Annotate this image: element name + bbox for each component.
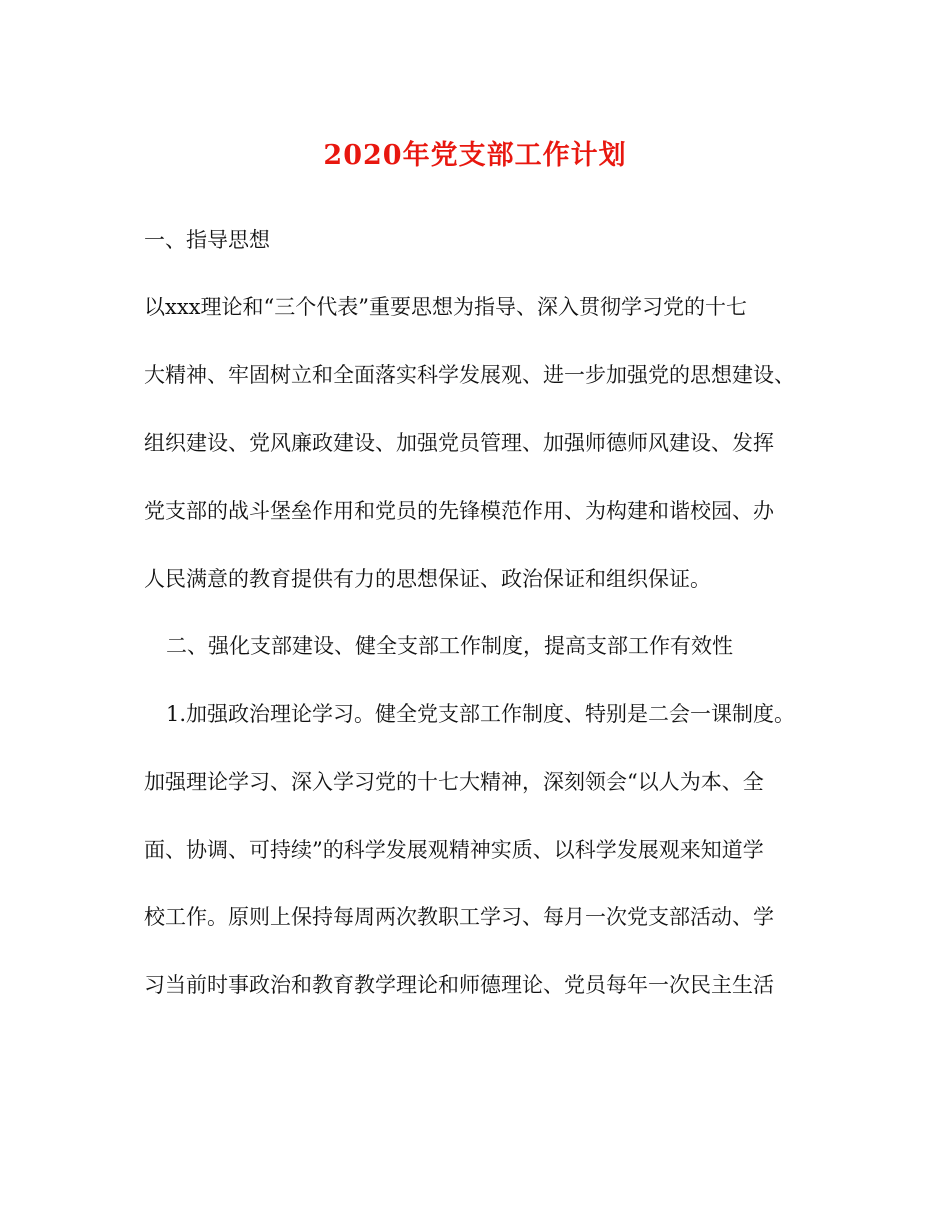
paragraph-line: 加强理论学习、深入学习党的十七大精神，深刻领会“以人为本、全 [144, 770, 764, 794]
paragraph-line: 大精神、牢固树立和全面落实科学发展观、进一步加强党的思想建设、 [144, 363, 795, 387]
paragraph-line: 习当前时事政治和教育教学理论和师德理论、党员每年一次民主生活 [144, 973, 774, 997]
section-heading-branch-building: 二、强化支部建设、健全支部工作制度，提高支部工作有效性 [166, 634, 733, 658]
paragraph-line: 1.加强政治理论学习。健全党支部工作制度、特别是二会一课制度。 [166, 702, 796, 726]
document-title: 2020年党支部工作计划 [323, 140, 627, 171]
paragraph-line: 组织建设、党风廉政建设、加强党员管理、加强师德师风建设、发挥 [144, 431, 774, 455]
paragraph-line: 以xxx理论和“三个代表”重要思想为指导、深入贯彻学习党的十七 [144, 295, 747, 319]
section-heading-guiding-ideology: 一、指导思想 [144, 228, 270, 252]
paragraph-line: 人民满意的教育提供有力的思想保证、政治保证和组织保证。 [144, 567, 711, 591]
paragraph-line: 面、协调、可持续”的科学发展观精神实质、以科学发展观来知道学 [144, 838, 764, 862]
paragraph-line: 党支部的战斗堡垒作用和党员的先锋模范作用、为构建和谐校园、办 [144, 499, 774, 523]
paragraph-line: 校工作。原则上保持每周两次教职工学习、每月一次党支部活动、学 [144, 905, 774, 929]
